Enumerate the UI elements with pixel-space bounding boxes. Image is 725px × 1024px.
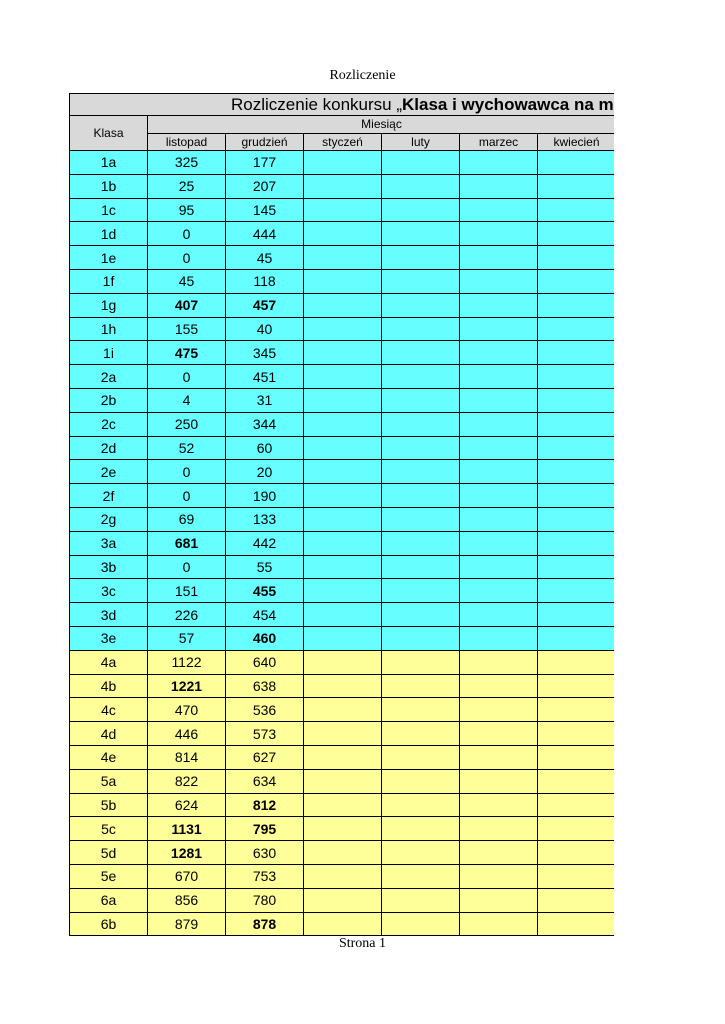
styczen-cell	[304, 912, 382, 936]
table-body	[70, 151, 615, 936]
listopad-cell: 0	[148, 460, 226, 484]
table-row	[70, 293, 615, 317]
grudzien-cell: 45	[226, 246, 304, 270]
luty-cell	[382, 626, 460, 650]
styczen-cell	[304, 222, 382, 246]
marzec-cell	[460, 246, 538, 270]
styczen-cell	[304, 317, 382, 341]
styczen-cell	[304, 864, 382, 888]
table-row	[70, 412, 615, 436]
luty-cell	[382, 888, 460, 912]
class-cell: 1f	[70, 269, 148, 293]
listopad-cell: 470	[148, 698, 226, 722]
results-sheet	[69, 93, 614, 936]
kwiecien-cell	[538, 579, 615, 603]
table-title-bold: Klasa i wychowawca na m	[402, 94, 614, 114]
class-cell: 4b	[70, 674, 148, 698]
grudzien-cell: 536	[226, 698, 304, 722]
marzec-cell	[460, 555, 538, 579]
table-row	[70, 674, 615, 698]
class-cell: 1g	[70, 293, 148, 317]
grudzien-cell: 20	[226, 460, 304, 484]
styczen-cell	[304, 365, 382, 389]
styczen-cell	[304, 626, 382, 650]
class-cell: 2b	[70, 388, 148, 412]
kwiecien-cell	[538, 650, 615, 674]
listopad-cell: 879	[148, 912, 226, 936]
class-cell: 3d	[70, 603, 148, 627]
kwiecien-cell	[538, 769, 615, 793]
kwiecien-cell	[538, 151, 615, 175]
grudzien-cell: 451	[226, 365, 304, 389]
styczen-cell	[304, 436, 382, 460]
kwiecien-cell	[538, 698, 615, 722]
kwiecien-cell	[538, 246, 615, 270]
table-row	[70, 555, 615, 579]
table-row	[70, 436, 615, 460]
luty-cell	[382, 507, 460, 531]
grudzien-cell: 60	[226, 436, 304, 460]
table-row	[70, 817, 615, 841]
marzec-cell	[460, 222, 538, 246]
listopad-cell: 0	[148, 222, 226, 246]
table-row	[70, 269, 615, 293]
kwiecien-cell	[538, 722, 615, 746]
luty-cell	[382, 912, 460, 936]
styczen-cell	[304, 507, 382, 531]
styczen-cell	[304, 412, 382, 436]
table-row	[70, 484, 615, 508]
grudzien-cell: 133	[226, 507, 304, 531]
kwiecien-cell	[538, 460, 615, 484]
marzec-cell	[460, 817, 538, 841]
listopad-cell: 0	[148, 555, 226, 579]
grudzien-cell: 454	[226, 603, 304, 627]
listopad-cell: 69	[148, 507, 226, 531]
luty-cell	[382, 745, 460, 769]
table-row	[70, 745, 615, 769]
marzec-cell	[460, 769, 538, 793]
table-row	[70, 650, 615, 674]
listopad-cell: 407	[148, 293, 226, 317]
styczen-cell	[304, 793, 382, 817]
marzec-cell	[460, 603, 538, 627]
listopad-cell: 856	[148, 888, 226, 912]
marzec-cell	[460, 269, 538, 293]
styczen-cell	[304, 555, 382, 579]
class-cell: 1c	[70, 198, 148, 222]
styczen-cell	[304, 817, 382, 841]
luty-cell	[382, 769, 460, 793]
class-cell: 6a	[70, 888, 148, 912]
class-cell: 5c	[70, 817, 148, 841]
class-cell: 1e	[70, 246, 148, 270]
class-cell: 2c	[70, 412, 148, 436]
listopad-cell: 155	[148, 317, 226, 341]
luty-cell	[382, 269, 460, 293]
table-row	[70, 864, 615, 888]
table-row	[70, 174, 615, 198]
grudzien-cell: 55	[226, 555, 304, 579]
luty-cell	[382, 365, 460, 389]
luty-cell	[382, 793, 460, 817]
class-cell: 5b	[70, 793, 148, 817]
kwiecien-cell	[538, 555, 615, 579]
class-cell: 3e	[70, 626, 148, 650]
listopad-cell: 95	[148, 198, 226, 222]
grudzien-cell: 442	[226, 531, 304, 555]
table-row	[70, 722, 615, 746]
grudzien-cell: 753	[226, 864, 304, 888]
class-cell: 2e	[70, 460, 148, 484]
page-header: Rozliczenie	[329, 68, 396, 83]
kwiecien-cell	[538, 198, 615, 222]
kwiecien-cell	[538, 674, 615, 698]
grudzien-cell: 118	[226, 269, 304, 293]
class-cell: 1h	[70, 317, 148, 341]
styczen-cell	[304, 269, 382, 293]
table-title	[70, 94, 615, 116]
grudzien-cell: 878	[226, 912, 304, 936]
table-row	[70, 365, 615, 389]
class-column-header: Klasa	[70, 116, 148, 151]
luty-cell	[382, 412, 460, 436]
marzec-cell	[460, 174, 538, 198]
marzec-cell	[460, 650, 538, 674]
month-header-marzec: marzec	[460, 133, 538, 151]
table-row	[70, 460, 615, 484]
styczen-cell	[304, 579, 382, 603]
table-row	[70, 246, 615, 270]
marzec-cell	[460, 293, 538, 317]
listopad-cell: 822	[148, 769, 226, 793]
table-row	[70, 603, 615, 627]
marzec-cell	[460, 793, 538, 817]
grudzien-cell: 634	[226, 769, 304, 793]
listopad-cell: 325	[148, 151, 226, 175]
grudzien-cell: 345	[226, 341, 304, 365]
results-table	[69, 93, 614, 936]
grudzien-cell: 344	[226, 412, 304, 436]
styczen-cell	[304, 722, 382, 746]
class-cell: 4a	[70, 650, 148, 674]
listopad-cell: 446	[148, 722, 226, 746]
styczen-cell	[304, 745, 382, 769]
styczen-cell	[304, 174, 382, 198]
grudzien-cell: 190	[226, 484, 304, 508]
marzec-cell	[460, 198, 538, 222]
listopad-cell: 1221	[148, 674, 226, 698]
kwiecien-cell	[538, 507, 615, 531]
table-row	[70, 793, 615, 817]
marzec-cell	[460, 579, 538, 603]
styczen-cell	[304, 698, 382, 722]
table-row	[70, 531, 615, 555]
class-cell: 5e	[70, 864, 148, 888]
kwiecien-cell	[538, 222, 615, 246]
styczen-cell	[304, 650, 382, 674]
class-cell: 5d	[70, 841, 148, 865]
table-title-prefix: Rozliczenie konkursu „	[231, 94, 403, 114]
kwiecien-cell	[538, 317, 615, 341]
marzec-cell	[460, 864, 538, 888]
table-row	[70, 626, 615, 650]
listopad-cell: 670	[148, 864, 226, 888]
luty-cell	[382, 484, 460, 508]
month-header-grudzien: grudzień	[226, 133, 304, 151]
class-cell: 3b	[70, 555, 148, 579]
kwiecien-cell	[538, 484, 615, 508]
class-cell: 2g	[70, 507, 148, 531]
marzec-cell	[460, 745, 538, 769]
styczen-cell	[304, 151, 382, 175]
styczen-cell	[304, 531, 382, 555]
listopad-cell: 1281	[148, 841, 226, 865]
luty-cell	[382, 841, 460, 865]
marzec-cell	[460, 674, 538, 698]
marzec-cell	[460, 388, 538, 412]
marzec-cell	[460, 365, 538, 389]
styczen-cell	[304, 460, 382, 484]
listopad-cell: 250	[148, 412, 226, 436]
listopad-cell: 226	[148, 603, 226, 627]
luty-cell	[382, 198, 460, 222]
luty-cell	[382, 222, 460, 246]
kwiecien-cell	[538, 841, 615, 865]
styczen-cell	[304, 888, 382, 912]
listopad-cell: 45	[148, 269, 226, 293]
month-header-styczen: styczeń	[304, 133, 382, 151]
table-row	[70, 912, 615, 936]
grudzien-cell: 457	[226, 293, 304, 317]
marzec-cell	[460, 341, 538, 365]
grudzien-cell: 640	[226, 650, 304, 674]
page-footer: Strona 1	[338, 936, 387, 951]
styczen-cell	[304, 674, 382, 698]
kwiecien-cell	[538, 745, 615, 769]
marzec-cell	[460, 484, 538, 508]
month-header-listopad: listopad	[148, 133, 226, 151]
table-row	[70, 198, 615, 222]
marzec-cell	[460, 888, 538, 912]
grudzien-cell: 460	[226, 626, 304, 650]
table-row	[70, 698, 615, 722]
kwiecien-cell	[538, 817, 615, 841]
luty-cell	[382, 722, 460, 746]
class-cell: 2d	[70, 436, 148, 460]
luty-cell	[382, 388, 460, 412]
styczen-cell	[304, 198, 382, 222]
marzec-cell	[460, 722, 538, 746]
grudzien-cell: 40	[226, 317, 304, 341]
listopad-cell: 0	[148, 246, 226, 270]
luty-cell	[382, 817, 460, 841]
kwiecien-cell	[538, 341, 615, 365]
class-cell: 4c	[70, 698, 148, 722]
listopad-cell: 25	[148, 174, 226, 198]
luty-cell	[382, 579, 460, 603]
luty-cell	[382, 674, 460, 698]
grudzien-cell: 31	[226, 388, 304, 412]
kwiecien-cell	[538, 388, 615, 412]
marzec-cell	[460, 317, 538, 341]
kwiecien-cell	[538, 269, 615, 293]
class-cell: 4e	[70, 745, 148, 769]
kwiecien-cell	[538, 603, 615, 627]
grudzien-cell: 627	[226, 745, 304, 769]
table-row	[70, 769, 615, 793]
kwiecien-cell	[538, 365, 615, 389]
table-row	[70, 151, 615, 175]
class-cell: 1a	[70, 151, 148, 175]
grudzien-cell: 177	[226, 151, 304, 175]
class-cell: 3c	[70, 579, 148, 603]
marzec-cell	[460, 626, 538, 650]
month-header-luty: luty	[382, 133, 460, 151]
table-row	[70, 388, 615, 412]
table-row	[70, 507, 615, 531]
kwiecien-cell	[538, 412, 615, 436]
marzec-cell	[460, 151, 538, 175]
grudzien-cell: 455	[226, 579, 304, 603]
luty-cell	[382, 650, 460, 674]
kwiecien-cell	[538, 912, 615, 936]
grudzien-cell: 145	[226, 198, 304, 222]
styczen-cell	[304, 341, 382, 365]
table-row	[70, 222, 615, 246]
styczen-cell	[304, 388, 382, 412]
marzec-cell	[460, 912, 538, 936]
month-group-header: Miesiąc	[148, 116, 615, 134]
class-cell: 5a	[70, 769, 148, 793]
listopad-cell: 814	[148, 745, 226, 769]
class-cell: 2f	[70, 484, 148, 508]
class-cell: 2a	[70, 365, 148, 389]
marzec-cell	[460, 412, 538, 436]
listopad-cell: 4	[148, 388, 226, 412]
grudzien-cell: 207	[226, 174, 304, 198]
table-row	[70, 888, 615, 912]
listopad-cell: 681	[148, 531, 226, 555]
class-cell: 6b	[70, 912, 148, 936]
class-cell: 4d	[70, 722, 148, 746]
kwiecien-cell	[538, 864, 615, 888]
grudzien-cell: 638	[226, 674, 304, 698]
luty-cell	[382, 317, 460, 341]
kwiecien-cell	[538, 793, 615, 817]
marzec-cell	[460, 698, 538, 722]
luty-cell	[382, 436, 460, 460]
grudzien-cell: 795	[226, 817, 304, 841]
listopad-cell: 52	[148, 436, 226, 460]
kwiecien-cell	[538, 626, 615, 650]
kwiecien-cell	[538, 436, 615, 460]
table-row	[70, 317, 615, 341]
grudzien-cell: 812	[226, 793, 304, 817]
class-cell: 1d	[70, 222, 148, 246]
kwiecien-cell	[538, 293, 615, 317]
listopad-cell: 57	[148, 626, 226, 650]
styczen-cell	[304, 603, 382, 627]
luty-cell	[382, 341, 460, 365]
table-row	[70, 341, 615, 365]
styczen-cell	[304, 246, 382, 270]
listopad-cell: 624	[148, 793, 226, 817]
listopad-cell: 151	[148, 579, 226, 603]
class-cell: 1b	[70, 174, 148, 198]
marzec-cell	[460, 841, 538, 865]
marzec-cell	[460, 507, 538, 531]
month-header-kwiecien: kwiecień	[538, 133, 615, 151]
luty-cell	[382, 151, 460, 175]
listopad-cell: 475	[148, 341, 226, 365]
kwiecien-cell	[538, 174, 615, 198]
luty-cell	[382, 864, 460, 888]
listopad-cell: 0	[148, 365, 226, 389]
grudzien-cell: 780	[226, 888, 304, 912]
table-row	[70, 579, 615, 603]
luty-cell	[382, 531, 460, 555]
luty-cell	[382, 460, 460, 484]
grudzien-cell: 573	[226, 722, 304, 746]
styczen-cell	[304, 293, 382, 317]
marzec-cell	[460, 436, 538, 460]
grudzien-cell: 630	[226, 841, 304, 865]
class-cell: 3a	[70, 531, 148, 555]
luty-cell	[382, 174, 460, 198]
grudzien-cell: 444	[226, 222, 304, 246]
kwiecien-cell	[538, 888, 615, 912]
kwiecien-cell	[538, 531, 615, 555]
marzec-cell	[460, 460, 538, 484]
luty-cell	[382, 293, 460, 317]
styczen-cell	[304, 841, 382, 865]
styczen-cell	[304, 484, 382, 508]
luty-cell	[382, 698, 460, 722]
listopad-cell: 0	[148, 484, 226, 508]
listopad-cell: 1131	[148, 817, 226, 841]
listopad-cell: 1122	[148, 650, 226, 674]
styczen-cell	[304, 769, 382, 793]
luty-cell	[382, 246, 460, 270]
luty-cell	[382, 555, 460, 579]
luty-cell	[382, 603, 460, 627]
marzec-cell	[460, 531, 538, 555]
class-cell: 1i	[70, 341, 148, 365]
table-row	[70, 841, 615, 865]
